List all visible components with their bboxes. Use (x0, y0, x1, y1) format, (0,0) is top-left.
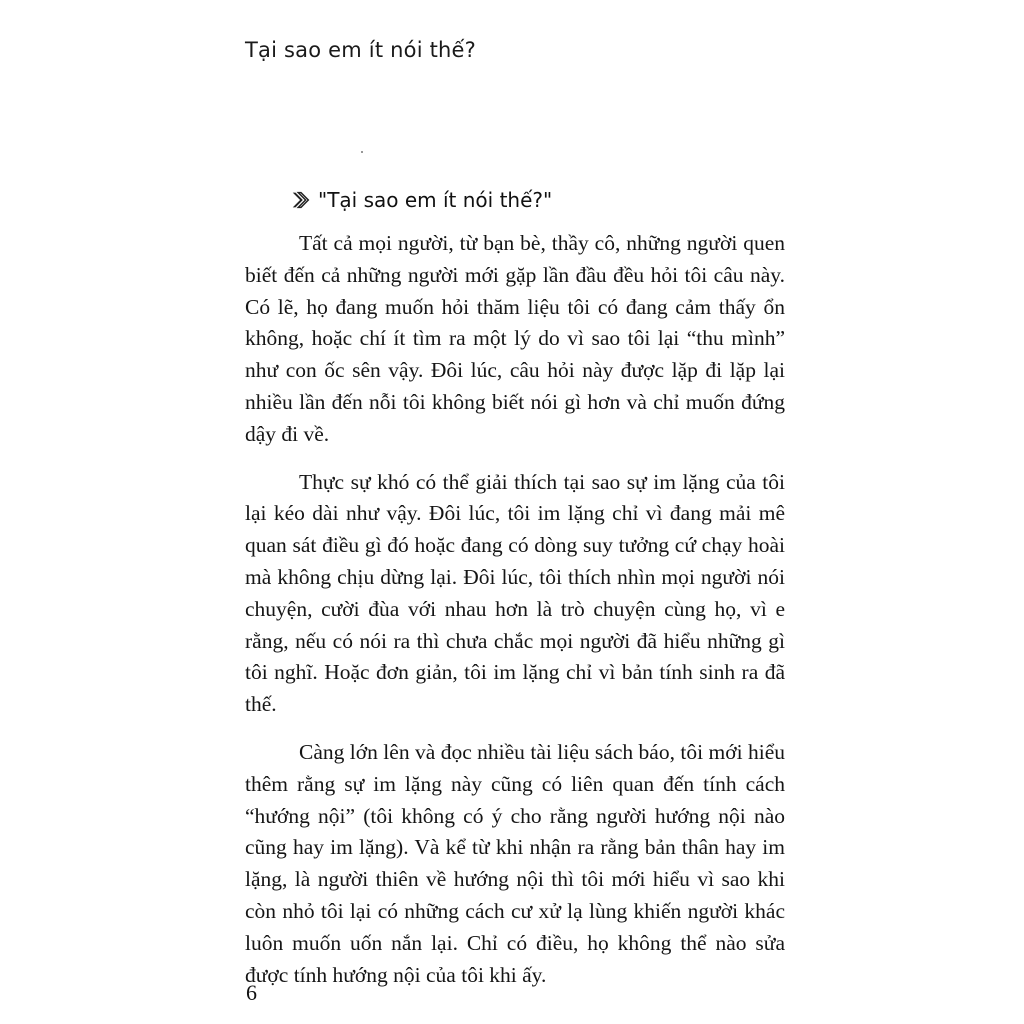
section-heading-text: "Tại sao em ít nói thế?" (318, 188, 553, 212)
paragraph-2: Thực sự khó có thể giải thích tại sao sự im lặng của tôi lại kéo dài như vậy. Đôi lúc, tôi im lặng chỉ vì đang mải mê quan sát điều gì đó hoặc đang có dòng suy tưởng cứ chạy hoài mà không chịu dừng lại. Đôi lúc, tôi thích nhìn mọi người nói chuyện, cười đùa với nhau hơn là trò chuyện cùng họ, vì e rằng, nếu có nói ra thì chưa chắc mọi người đã hiểu những gì tôi nghĩ. Hoặc đơn giản, tôi im lặng chỉ vì bản tính sinh ra đã thế. (245, 469, 785, 717)
body-text (245, 228, 785, 991)
running-header: Tại sao em ít nói thế? (245, 38, 477, 62)
paragraph-3: Càng lớn lên và đọc nhiều tài liệu sách báo, tôi mới hiểu thêm rằng sự im lặng này cũng có liên quan đến tính cách “hướng nội” (tôi không có ý cho rằng người hướng nội nào cũng hay im lặng). Và kể từ khi nhận ra rằng bản thân hay im lặng, là người thiên về hướng nội thì tôi mới hiểu vì sao khi còn nhỏ tôi lại có những cách cư xử lạ lùng khiến người khác luôn muốn uốn nắn lại. Chỉ có điều, họ không thể nào sửa được tính hướng nội của tôi khi ấy. (245, 739, 785, 987)
paragraph-1: Tất cả mọi người, từ bạn bè, thầy cô, những người quen biết đến cả những người mới gặp lần đầu đều hỏi tôi câu này. Có lẽ, họ đang muốn hỏi thăm liệu tôi có đang cảm thấy ổn không, hoặc chí ít tìm ra một lý do vì sao tôi lại “thu mình” như con ốc sên vậy. Đôi lúc, câu hỏi này được lặp đi lặp lại nhiều lần đến nỗi tôi không biết nói gì hơn và chỉ muốn đứng dậy đi về. (245, 231, 785, 446)
print-speck (361, 151, 363, 153)
section-heading (290, 188, 552, 212)
double-chevron-right-icon (290, 189, 312, 211)
page-number: 6 (246, 980, 257, 1005)
